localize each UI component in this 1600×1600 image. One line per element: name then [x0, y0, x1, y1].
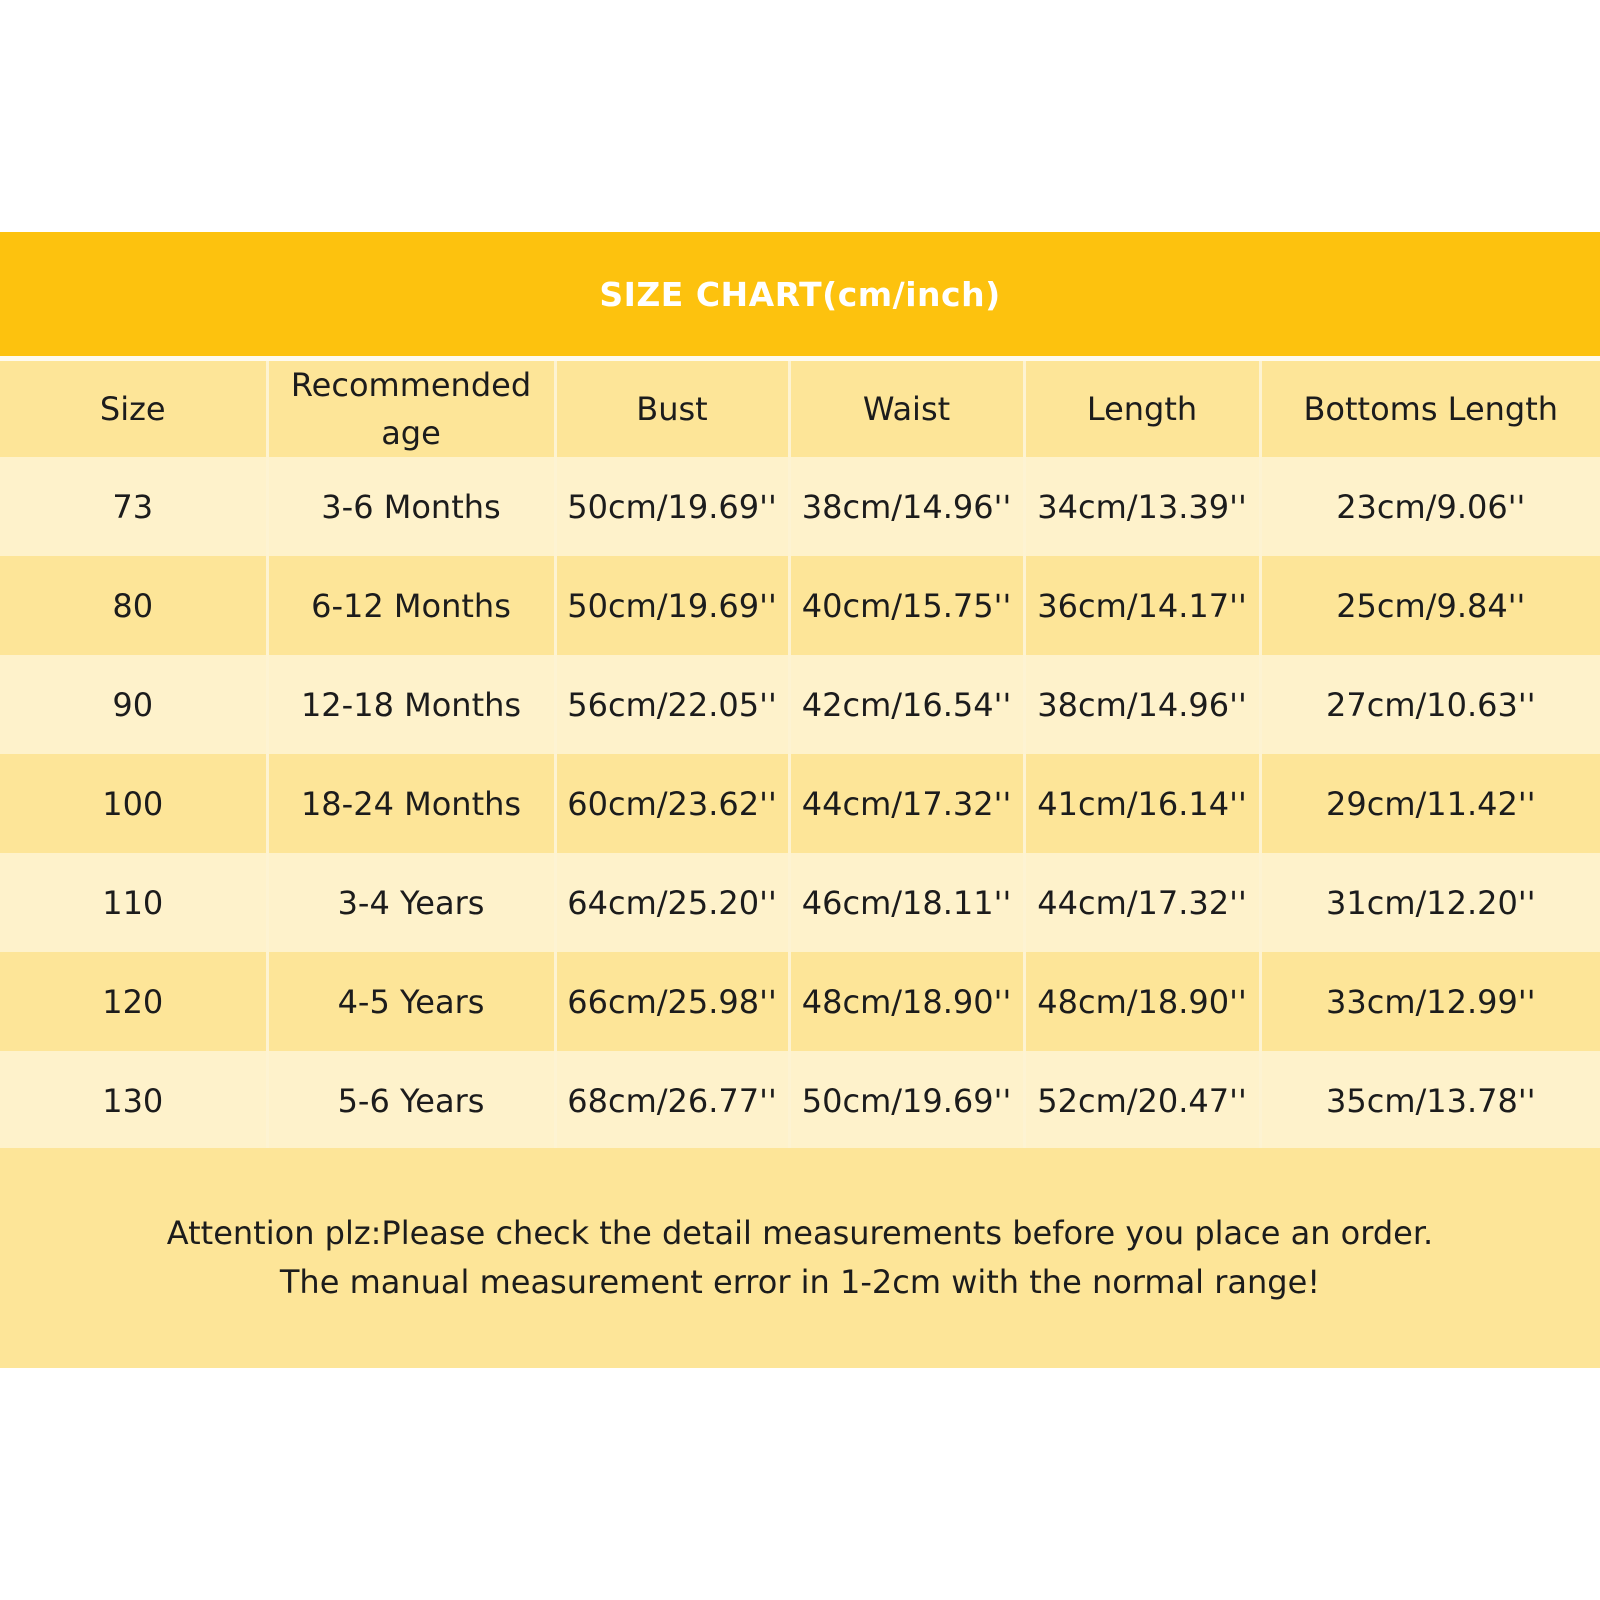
cell-waist: 48cm/18.90'' [789, 952, 1024, 1051]
cell-bottoms-length: 27cm/10.63'' [1260, 655, 1600, 754]
cell-bust: 50cm/19.69'' [555, 457, 789, 556]
cell-length: 38cm/14.96'' [1024, 655, 1260, 754]
attention-note-line-2: The manual measurement error in 1-2cm with the normal range! [279, 1263, 1321, 1301]
cell-bottoms-length: 23cm/9.06'' [1260, 457, 1600, 556]
attention-note-line-1: Attention plz:Please check the detail measurements before you place an order. [166, 1214, 1434, 1252]
header-size: Size [99, 390, 166, 428]
table-row [0, 655, 1600, 754]
cell-recommended-age: 4-5 Years [267, 952, 555, 1051]
table-row [0, 457, 1600, 556]
header-bottoms-length: Bottoms Length [1260, 361, 1600, 457]
cell-waist: 50cm/19.69'' [789, 1051, 1024, 1150]
cell-size: 80 [112, 586, 154, 625]
cell-size: 90 [112, 685, 154, 724]
cell-length: 36cm/14.17'' [1024, 556, 1260, 655]
cell-waist: 44cm/17.32'' [789, 754, 1024, 853]
table-row [0, 1051, 1600, 1150]
table-row [0, 952, 1600, 1051]
cell-length: 34cm/13.39'' [1024, 457, 1260, 556]
cell-bust: 64cm/25.20'' [555, 853, 789, 952]
table-row [0, 754, 1600, 853]
cell-bust: 68cm/26.77'' [555, 1051, 789, 1150]
cell-size: 130 [102, 1081, 164, 1120]
table-header [0, 361, 1600, 457]
cell-bust: 56cm/22.05'' [555, 655, 789, 754]
table-body [0, 457, 1600, 1150]
size-chart-title: SIZE CHART(cm/inch) [599, 274, 1001, 314]
header-row [0, 361, 1600, 457]
header-waist: Waist [789, 361, 1024, 457]
cell-size: 120 [102, 982, 164, 1021]
cell-length: 52cm/20.47'' [1024, 1051, 1260, 1150]
cell-bottoms-length: 31cm/12.20'' [1260, 853, 1600, 952]
cell-size: 110 [102, 883, 164, 922]
cell-waist: 46cm/18.11'' [789, 853, 1024, 952]
cell-bottoms-length: 25cm/9.84'' [1260, 556, 1600, 655]
cell-length: 48cm/18.90'' [1024, 952, 1260, 1051]
cell-waist: 38cm/14.96'' [789, 457, 1024, 556]
header-bust: Bust [555, 361, 789, 457]
cell-recommended-age: 12-18 Months [267, 655, 555, 754]
header-length: Length [1024, 361, 1260, 457]
cell-waist: 42cm/16.54'' [789, 655, 1024, 754]
cell-recommended-age: 5-6 Years [267, 1051, 555, 1150]
header-recommended-age: Recommended age [267, 361, 555, 457]
table-row [0, 556, 1600, 655]
size-chart-banner [0, 232, 1600, 356]
cell-bottoms-length: 29cm/11.42'' [1260, 754, 1600, 853]
cell-recommended-age: 3-6 Months [267, 457, 555, 556]
cell-bust: 66cm/25.98'' [555, 952, 789, 1051]
cell-length: 41cm/16.14'' [1024, 754, 1260, 853]
size-chart-table [0, 361, 1600, 1150]
cell-recommended-age: 3-4 Years [267, 853, 555, 952]
cell-recommended-age: 18-24 Months [267, 754, 555, 853]
cell-bottoms-length: 35cm/13.78'' [1260, 1051, 1600, 1150]
cell-length: 44cm/17.32'' [1024, 853, 1260, 952]
cell-bottoms-length: 33cm/12.99'' [1260, 952, 1600, 1051]
cell-recommended-age: 6-12 Months [267, 556, 555, 655]
table-row [0, 853, 1600, 952]
cell-size: 73 [112, 487, 154, 526]
cell-size: 100 [102, 784, 164, 823]
attention-note [0, 1148, 1600, 1368]
cell-waist: 40cm/15.75'' [789, 556, 1024, 655]
cell-bust: 50cm/19.69'' [555, 556, 789, 655]
cell-bust: 60cm/23.62'' [555, 754, 789, 853]
